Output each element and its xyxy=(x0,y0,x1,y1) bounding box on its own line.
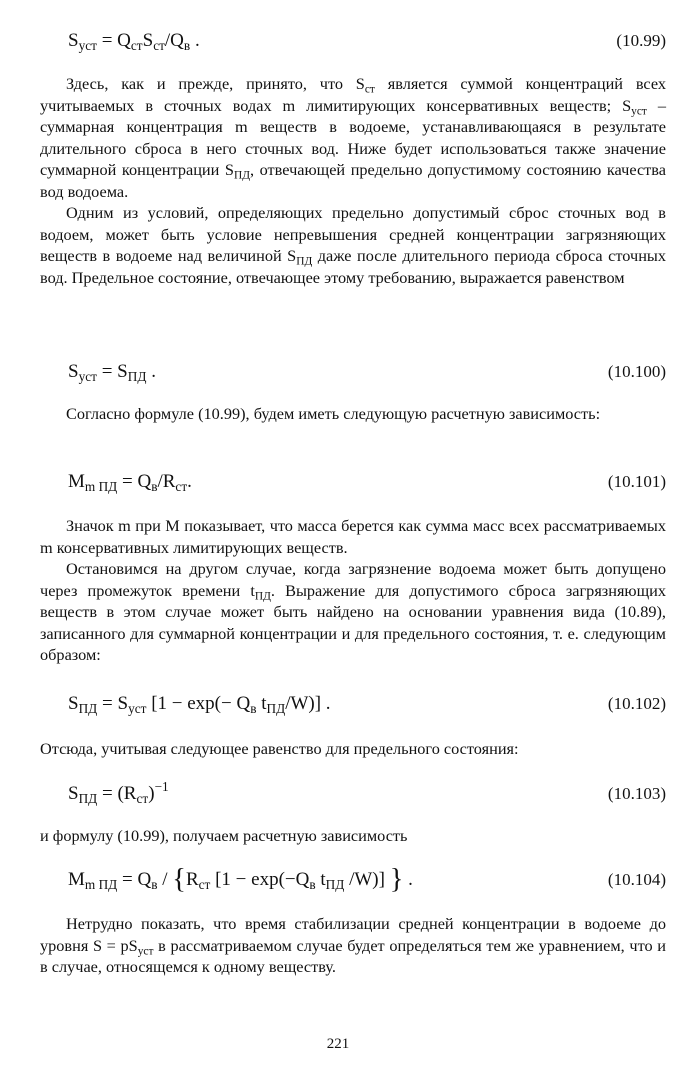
equation-number: (10.101) xyxy=(607,472,666,491)
equation-number: (10.102) xyxy=(607,694,666,713)
equation-10-99 xyxy=(68,26,666,56)
paragraph: Остановимся на другом случае, когда загрязнение водоема может быть допущено через промежуток времени $t_{ПД}$. Выражение для допустимого сброса загрязняющих веществ в этом случае может быть найдено на основании уравнения вида (10.89), записанного для суммарной концентрации и для предельного состояния, т. е. следующим образом: xyxy=(40,559,666,664)
equation-formula: $S_{ПД} = S_{уст}$ [$1 - \exp(- Q_в$ $t_{ПД}/W$)] . xyxy=(68,693,331,716)
equation-10-104 xyxy=(68,865,666,895)
equation-formula: $S_{ПД} = (R_{ст})^{-1}$ xyxy=(68,779,169,806)
paragraph: Отсюда, учитывая следующее равенство для предельного состояния: xyxy=(40,739,519,758)
equation-10-102 xyxy=(68,689,666,719)
paragraph-group-2 xyxy=(40,403,666,425)
equation-10-103 xyxy=(68,779,666,809)
equation-10-100 xyxy=(68,357,666,387)
equation-number: (10.104) xyxy=(607,870,666,889)
paragraph-group-5 xyxy=(40,825,666,847)
equation-10-101 xyxy=(68,467,666,497)
equation-number: (10.103) xyxy=(607,784,666,803)
paragraph-group-4 xyxy=(40,738,666,760)
equation-formula: $S_{уст} = Q_{ст}S_{ст}/Q_в$ . xyxy=(68,30,200,53)
paragraph: Одним из условий, определяющих предельно допустимый сброс сточных вод в водоем, может быть условие непревышения средней концентрации загрязняющих веществ в водоеме над величиной $S_{ПД}$ даже после длительного периода сброса сточных вод. Предельное состояние, отвечающее этому требованию, выражается равенством xyxy=(40,203,666,287)
equation-number: (10.100) xyxy=(607,362,666,381)
equation-formula: $M_{m ПД} = Q_в / \{R_{ст}$ [$1 - \exp(-Q_в$ $t_{ПД}$ /W)] } . xyxy=(68,863,413,895)
paragraph: Здесь, как и прежде, принято, что $S_{ст}$ является суммой концентраций всех учитываемых в сточных водах m лимитирующих консервативных веществ; $S_{уст}$ – суммарная концентрация m веществ в водоеме, устанавливающаяся в результате длительного сброса в него сточных вод. Ниже будет использоваться также значение суммарной концентрации $S_{ПД}$, отвечающей предельно допустимому состоянию качества вод водоема. xyxy=(40,74,666,201)
equation-formula: $M_{m ПД} = Q_в/R_{ст}$. xyxy=(68,471,192,494)
paragraph: и формулу (10.99), получаем расчетную зависимость xyxy=(40,826,408,845)
paragraph: Согласно формуле (10.99), будем иметь следующую расчетную зависимость: xyxy=(66,404,601,423)
paragraph-group-1 xyxy=(40,73,666,288)
paragraph-group-3 xyxy=(40,515,666,666)
paragraph: Нетрудно показать, что время стабилизации средней концентрации в водоеме до уровня $S = pS_{уст}$ в рассматриваемом случае будет определяться тем же уравнением, что и в случае, относящемся к одному веществу. xyxy=(40,914,666,976)
equation-formula: $S_{уст} = S_{ПД}$ . xyxy=(68,361,156,384)
paragraph-group-6 xyxy=(40,913,666,978)
page-number: 221 xyxy=(326,1036,350,1052)
paragraph: Значок m при M показывает, что масса берется как сумма масс всех рассматриваемых m консервативных лимитирующих веществ. xyxy=(40,516,666,557)
equation-number: (10.99) xyxy=(616,31,666,50)
